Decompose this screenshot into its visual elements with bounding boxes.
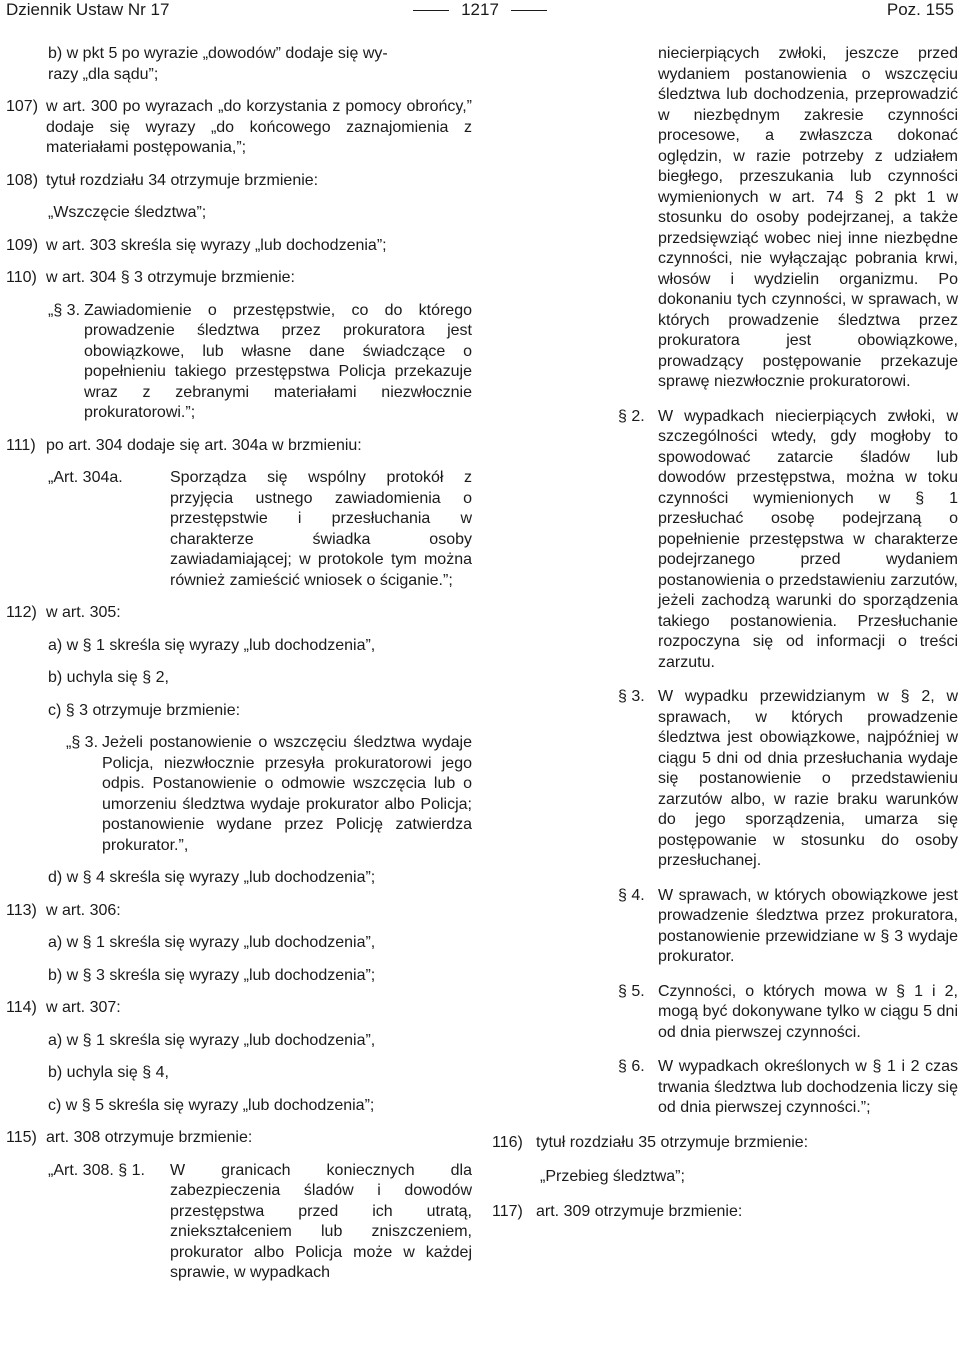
item-number: 107) [6, 98, 39, 115]
subitem-c: c) § 3 otrzymuje brzmienie: [48, 701, 241, 719]
subitem-b: b) uchyla się § 2, [48, 669, 169, 686]
item-111 [6, 436, 472, 457]
item-116 [492, 1133, 958, 1154]
paragraph-text: W sprawach, w których obowiązkowe jest prowadzenie śledztwa przez prokuratora, postanowienie przewidziane w § 3 wydaje prokurator. [658, 886, 958, 965]
page-header [0, 0, 960, 22]
item-number: 117) [492, 1202, 523, 1220]
text-line: razy „dla sądu”; [48, 65, 159, 83]
item-114 [6, 998, 472, 1019]
page-number-text: 1217 [461, 0, 499, 19]
item-text: art. 308 otrzymuje brzmienie: [46, 1129, 253, 1146]
paragraph-text: W wypadkach niecierpiących zwłoki, w szczególności wtedy, gdy mogłoby to spowodować zatarcie śladów lub dowodów przestępstwa, można w toku czynności wymienionych w § 1 przesłuchać osobę podejrzaną o popełnienie przestępstwa w charakterze podejrzanego przed wydaniem postanowienia o przedstawieniu zarzutów, jeżeli zachodzą warunki do sporządzenia takiego postanowienia. Przesłuchanie rozpoczyna się od informacji o treści zarzutu. [658, 407, 958, 671]
paragraph-mark: § 4. [618, 886, 645, 904]
paragraph-mark: § 6. [618, 1058, 645, 1075]
rule-left [413, 10, 449, 11]
article-lead: „Art. 308. § 1. [48, 1161, 145, 1179]
left-column [6, 44, 472, 1284]
item-text: w art. 307: [46, 999, 121, 1016]
item-number: 112) [6, 604, 37, 621]
journal-title: Dziennik Ustaw Nr 17 [6, 0, 170, 19]
subitem-a: a) w § 1 skreśla się wyrazy „lub dochodzenia”, [48, 934, 376, 951]
paragraph-mark: „§ 3. [66, 734, 99, 751]
item-number: 113) [6, 901, 37, 919]
subitem-a: a) w § 1 skreśla się wyrazy „lub dochodzenia”, [48, 636, 376, 654]
item-107 [6, 97, 472, 159]
art-308-continuation [492, 44, 958, 393]
item-text: w art. 306: [46, 901, 121, 919]
item-number: 109) [6, 236, 39, 254]
item-number: 114) [6, 999, 37, 1016]
subitem-b: b) w § 3 skreśla się wyrazy „lub dochodzenia”; [48, 966, 376, 984]
paragraph-text: Zawiadomienie o przestępstwie, co do którego prowadzenie śledztwa przez prokuratora jest obowiązkowe, lub własne dane świadczące o popełnieniu takiego przestępstwa Policja przekazuje wraz z zebranymi materiałami niezwłocznie prokuratorowi.”; [84, 301, 472, 421]
paragraph-text: niecierpiących zwłoki, jeszcze przed wydaniem postanowienia o wszczęciu śledztwa lub dochodzenia, przeprowadzić w niezbędnym zakresie czynności procesowe, a zwłaszcza dokonać oględzin, w razie potrzeby z udziałem biegłego, przeszukania lub czynności wymienionych w art. 74 § 2 pkt 1 w stosunku do osoby podejrzanej, a także przedsięwziąć wobec niej inne niezbędne czynności, nie wyłączając pobrania krwi, włosów i wydzielin organizmu. Po dokonaniu tych czynności, w sprawach, w których prowadzenie śledztwa przez prokuratora jest obowiązkowe, prowadzący postępowanie przekazuje sprawę niezwłocznie prokuratorowi. [658, 45, 958, 390]
subitem-c: c) w § 5 skreśla się wyrazy „lub dochodzenia”; [48, 1096, 375, 1114]
item-106-b [48, 44, 472, 85]
item-110 [6, 268, 472, 289]
paragraph-mark: § 5. [618, 982, 645, 1000]
art-308-par-6 [618, 1057, 958, 1119]
paragraph-mark: § 3. [618, 688, 645, 705]
item-text: w art. 300 po wyrazach „do korzystania z pomocy obrońcy,” dodaje się wyrazy „do końcowego zaznajomienia z materiałami postępowania,”; [46, 98, 472, 156]
rule-right [511, 10, 547, 11]
page-number [0, 0, 960, 21]
article-lead: „Art. 304a. [48, 469, 123, 486]
item-113 [6, 901, 472, 922]
art-308-par-5 [618, 982, 958, 1044]
item-112-paragraph [66, 733, 472, 856]
text-line: b) w pkt 5 po wyrazie „dowodów” dodaje się wy- [48, 45, 388, 62]
subitem-d: d) w § 4 skreśla się wyrazy „lub dochodzenia”; [48, 869, 376, 886]
item-111-article [48, 468, 472, 591]
paragraph-text: W wypadku przewidzianym w § 2, w sprawach, w których prowadzenie śledztwa jest obowiązkowe, najpóźniej w ciągu 5 dni od dnia przesłuchania wydaje się postanowienie o przedstawieniu zarzutów albo, w razie braku warunków do jego sporządzenia, umarza się postępowanie w stosunku do osoby przesłuchanej. [658, 688, 958, 869]
item-text: tytuł rozdziału 34 otrzymuje brzmienie: [46, 171, 319, 189]
item-number: 116) [492, 1133, 523, 1151]
right-column [492, 44, 958, 1222]
paragraph-text: Czynności, o których mowa w § 1 i 2, mogą być dokonywane tylko w ciągu 5 dni od dnia pierwszej czynności. [658, 982, 958, 1041]
art-308-par-2 [618, 407, 958, 674]
article-text: Sporządza się wspólny protokół z przyjęcia ustnego zawiadomienia o przestępstwie i przesłuchania w charakterze świadka osoby zawiadamiającej; w protokole tym można również zamieścić wniosek o ściganie.”; [170, 469, 472, 589]
position-number: Poz. 155 [886, 0, 954, 19]
item-110-paragraph [48, 301, 472, 424]
item-109 [6, 236, 472, 257]
paragraph-text: W wypadkach określonych w § 1 i 2 czas trwania śledztwa lub dochodzenia liczy się od dnia pierwszej czynności.”; [658, 1058, 958, 1116]
item-text: po art. 304 dodaje się art. 304a w brzmieniu: [46, 436, 362, 454]
item-text: w art. 303 skreśla się wyrazy „lub dochodzenia”; [46, 236, 387, 254]
paragraph-mark: § 2. [618, 407, 645, 425]
item-number: 111) [6, 436, 36, 454]
quote-text: „Wszczęcie śledztwa”; [48, 204, 207, 221]
art-308-par-4 [618, 886, 958, 968]
item-text: tytuł rozdziału 35 otrzymuje brzmienie: [536, 1133, 809, 1151]
item-117 [492, 1202, 958, 1223]
subitem-a: a) w § 1 skreśla się wyrazy „lub dochodzenia”, [48, 1031, 376, 1049]
item-text: w art. 304 § 3 otrzymuje brzmienie: [46, 269, 295, 286]
item-112 [6, 603, 472, 624]
item-number: 108) [6, 171, 39, 189]
quote-text: „Przebieg śledztwa”; [540, 1168, 685, 1185]
item-number: 110) [6, 269, 37, 286]
paragraph-mark: „§ 3. [48, 301, 81, 319]
article-text: W granicach koniecznych dla zabezpieczenia śladów i dowodów przestępstwa przed ich utratą, zniekształceniem lub zniszczeniem, prokurator albo Policja może w każdej sprawie, w wypadkach [170, 1161, 472, 1281]
item-115 [6, 1128, 472, 1149]
paragraph-text: Jeżeli postanowienie o wszczęciu śledztwa wydaje Policja, niezwłocznie przesyła prokuratorowi jego odpis. Postanowienie o odmowie wszczęcia lub o umorzeniu śledztwa wydaje prokurator albo Policja; postanowienie wydane przez Policję zatwierdza prokurator.”, [102, 734, 472, 854]
item-108 [6, 171, 472, 192]
item-number: 115) [6, 1129, 37, 1146]
item-text: art. 309 otrzymuje brzmienie: [536, 1202, 743, 1220]
item-115-article [48, 1161, 472, 1284]
subitem-b: b) uchyla się § 4, [48, 1064, 169, 1081]
art-308-par-3 [618, 687, 958, 872]
item-text: w art. 305: [46, 604, 121, 621]
